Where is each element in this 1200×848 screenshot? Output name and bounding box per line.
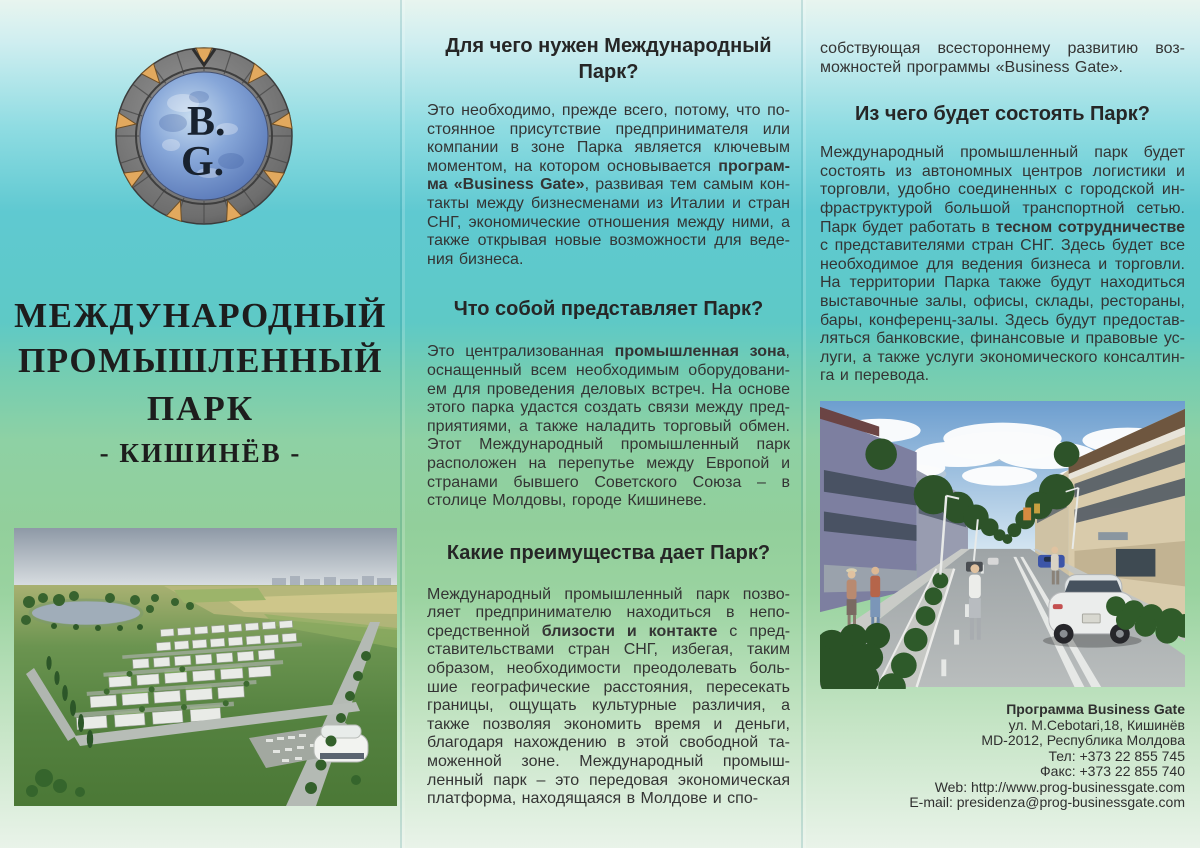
section-heading-why: Для чего нужен Международный Парк? <box>445 35 772 83</box>
contact-address: ул. М.Cebotari,18, Кишинёв <box>1008 716 1185 733</box>
contact-web: Web: http://www.prog-businessgate.com <box>934 778 1185 795</box>
aerial-park-image <box>14 528 397 806</box>
contact-program-name: Программа Business Gate <box>1006 700 1185 717</box>
paragraph-why: Это необходимо, прежде всего, потому, что постоянное присутствие предпринимателя или компании в зоне Парка является ключевым моментом, на котором основывается программа «Business Gate», развивая тем самым контакты между бизнесменами из Италии и стран СНГ, экономические отношения между ними, а также открывая новые возможности для ведения бизнеса. <box>427 102 791 268</box>
contact-region: MD-2012, Республика Молдова <box>981 732 1185 749</box>
section-heading-consist: Из чего будет состоять Парк? <box>854 103 1150 126</box>
contact-email: E-mail: presidenza@prog-businessgate.com <box>909 794 1185 811</box>
contact-phone: Тел: +373 22 855 745 <box>1048 747 1185 764</box>
title-line: МЕЖДУНАРОДНЫЙ <box>14 296 387 335</box>
paragraph-consist: Международный промышленный парк будет состоять из автономных центров логистики и торговли, удобно соединенных с городской инфраструктурой большой транспортной сетью. Парк будет работать в тесном сотрудничестве с представителями стран СНГ. Здесь будет все необходимое для ведения бизнеса и торговли. На территории Парка также будут находиться выставочные залы, офисы, склады, рестораны, бары, конференц-залы. Здесь будут предоставляться банковские, финансовые и правовые услуги, а также услуги экономического консалтинга и перевода. <box>820 144 1185 385</box>
brochure-title <box>0 293 401 474</box>
section-heading-advantages: Какие преимущества дает Парк? <box>446 541 771 564</box>
section-heading-what: Что собой представляет Парк? <box>453 298 764 321</box>
paragraph-what: Это централизованная промышленная зона, оснащенный всем необходимым оборудованием для проведения деловых встреч. На основе этого парка удастся создать связи между предприятиями, а также наладить торговый обмен. Этот Международный промышленный парк расположен на перепутье между Европой и странами бывшего Советского Союза – в столице Молдовы, городе Кишиневе. <box>427 343 790 510</box>
panel-inner-left <box>401 0 803 848</box>
panel-inner-right <box>803 0 1200 848</box>
title-line: - КИШИНЁВ - <box>99 438 302 468</box>
logo-initial-g: G. <box>181 139 225 185</box>
panel-cover <box>0 0 401 848</box>
business-gate-logo-icon <box>113 45 295 227</box>
paragraph-advantages: Международный промышленный парк позволяет предпринимателю находиться в непосредственной близости и контакте с представительствами стран СНГ, избегая, таким образом, необходимости преодолевать большие географические расстояния, пересекать границы, ощущать культурные различия, а также позволяя экономить время и деньги, благодаря нахождению в этой свободной таможенной зоне. Международный промышленный парк – это передовая экономическая платформа, находящаяся в Молдове и спо- <box>427 585 791 808</box>
street-render-image <box>820 399 1185 689</box>
logo-initial-b: B. <box>187 99 226 145</box>
contact-block <box>820 702 1185 811</box>
title-line: ПАРК <box>146 389 255 428</box>
contact-fax: Факс: +373 22 855 740 <box>1040 763 1185 780</box>
paragraph-continuation: собствующая всестороннему развитию возможностей программы «Business Gate». <box>820 40 1185 76</box>
title-line: ПРОМЫШЛЕННЫЙ <box>18 341 383 380</box>
